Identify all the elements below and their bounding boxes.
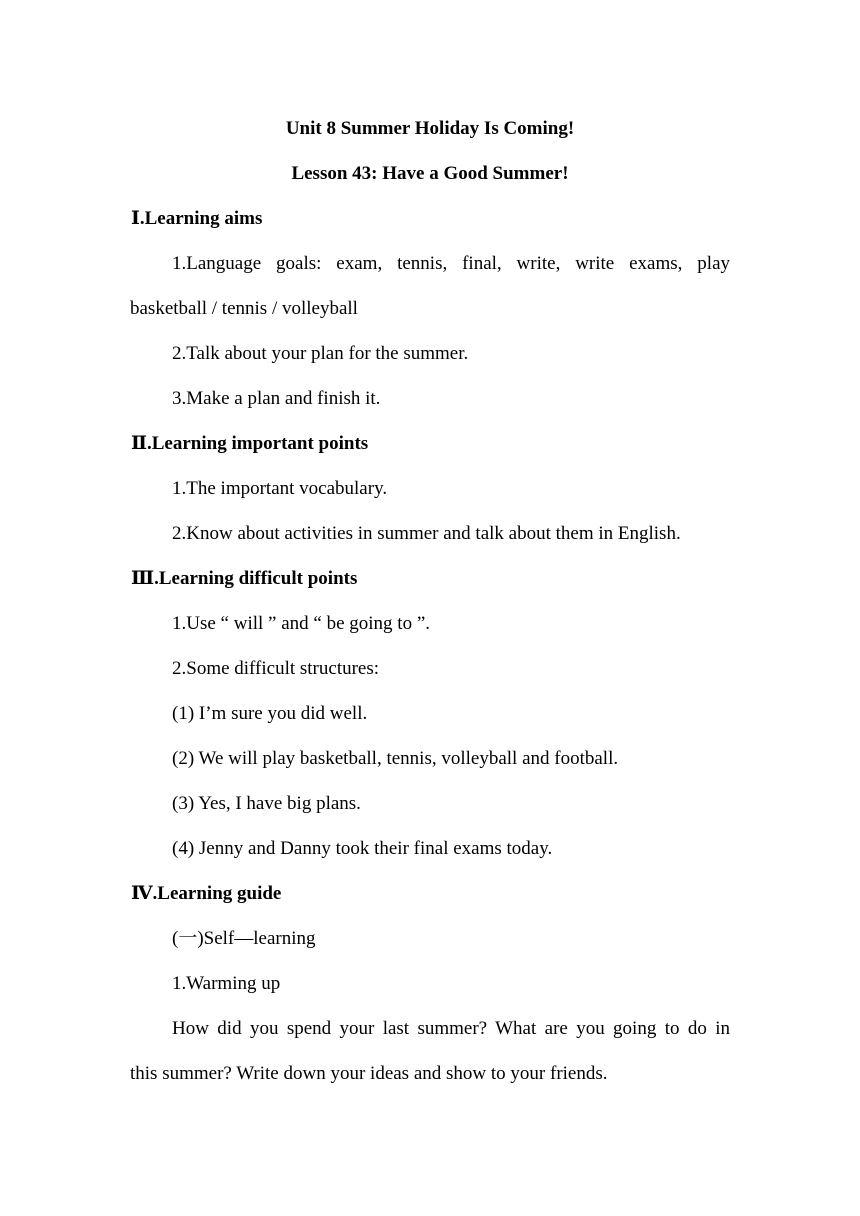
section-heading-important: Ⅱ.Learning important points	[131, 433, 369, 454]
structure-2: (2) We will play basketball, tennis, volleyball and football.	[172, 748, 619, 769]
guide-paragraph-line-2: this summer? Write down your ideas and show to your friends.	[130, 1063, 608, 1084]
aims-item-1-line-1: 1.Language goals: exam, tennis, final, write, write exams, play	[172, 253, 730, 274]
structure-4: (4) Jenny and Danny took their final exams today.	[172, 838, 553, 859]
aims-item-2: 2.Talk about your plan for the summer.	[172, 343, 469, 364]
aims-item-3: 3.Make a plan and finish it.	[172, 388, 381, 409]
section-heading-aims: Ⅰ.Learning aims	[131, 208, 263, 229]
guide-part-label: (一)Self—learning	[172, 928, 316, 949]
structure-3: (3) Yes, I have big plans.	[172, 793, 361, 814]
difficult-item-2: 2.Some difficult structures:	[172, 658, 380, 679]
lesson-title: Lesson 43: Have a Good Summer!	[291, 163, 569, 184]
guide-paragraph-line-1: How did you spend your last summer? What are you going to do in	[172, 1018, 730, 1039]
section-heading-difficult: Ⅲ.Learning difficult points	[131, 568, 358, 589]
important-item-1: 1.The important vocabulary.	[172, 478, 388, 499]
difficult-item-1: 1.Use “ will ” and “ be going to ”.	[172, 613, 431, 634]
aims-item-1-line-2: basketball / tennis / volleyball	[130, 298, 358, 319]
document-title: Unit 8 Summer Holiday Is Coming!	[285, 118, 575, 139]
guide-step-1: 1.Warming up	[172, 973, 281, 994]
section-heading-guide: Ⅳ.Learning guide	[131, 883, 282, 904]
structure-1: (1) I’m sure you did well.	[172, 703, 368, 724]
important-item-2: 2.Know about activities in summer and talk about them in English.	[172, 523, 681, 544]
